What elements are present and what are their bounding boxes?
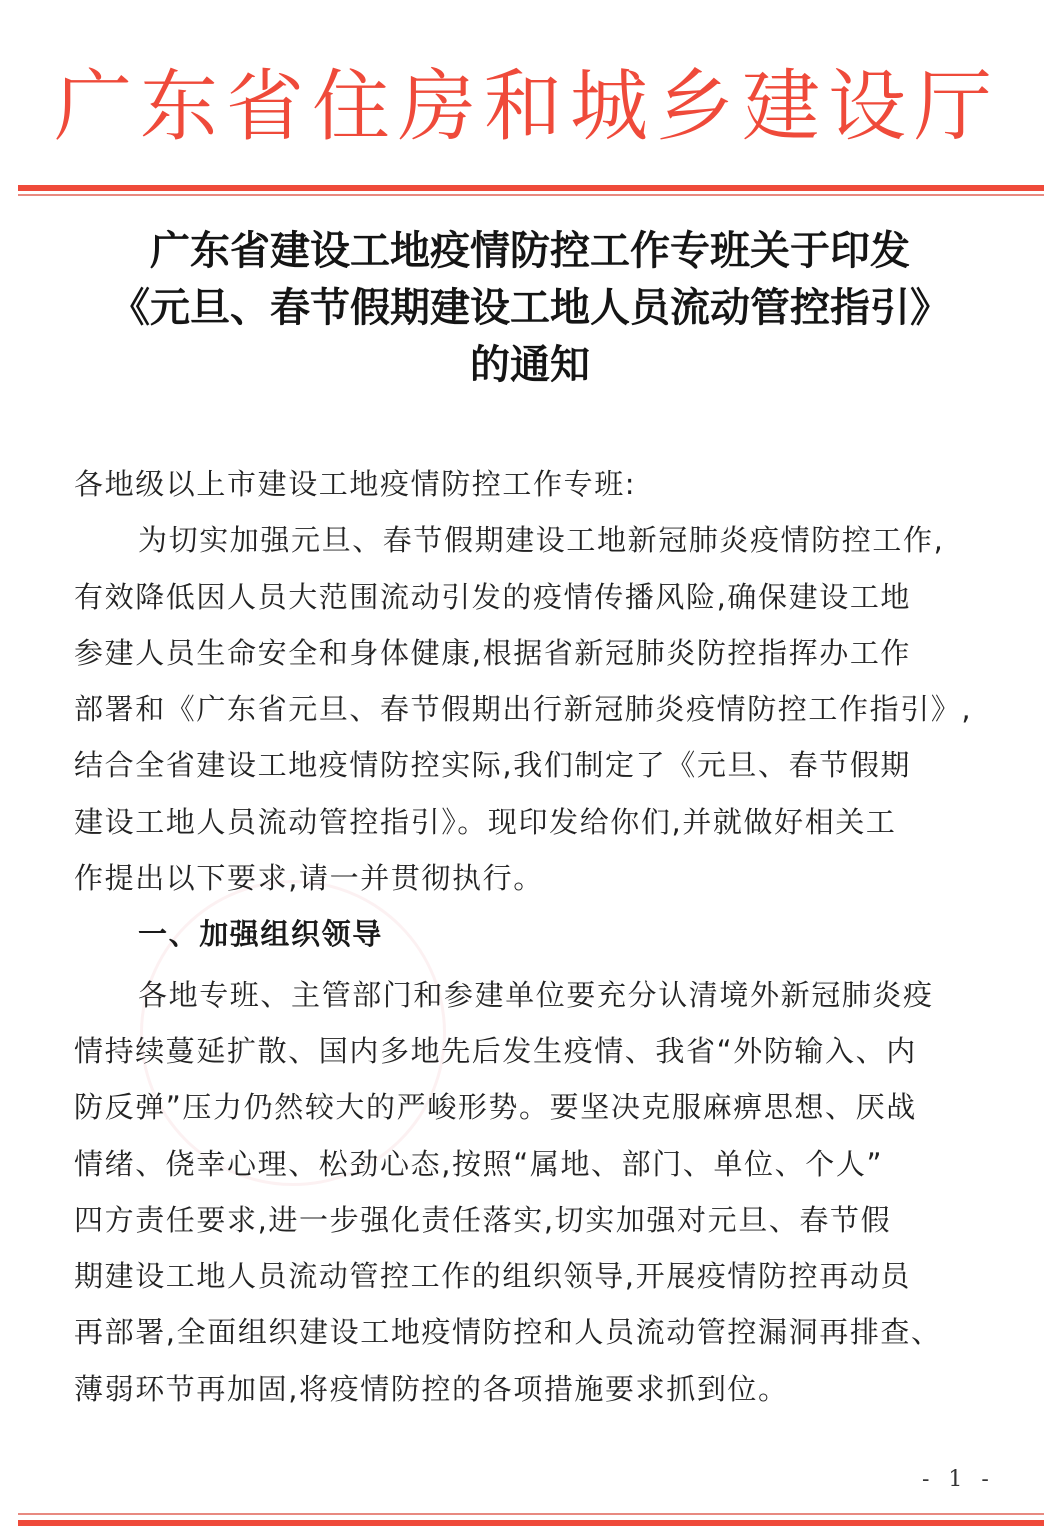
paragraph-1-line: 有效降低因人员大范围流动引发的疫情传播风险,确保建设工地 [74,579,912,614]
paragraph-1-line: 参建人员生命安全和身体健康,根据省新冠肺炎防控指挥办工作 [74,635,912,670]
paragraph-2-line: 薄弱环节再加固,将疫情防控的各项措施要求抓到位。 [74,1371,789,1406]
header-rule-thick [18,185,1044,191]
paragraph-1-line: 建设工地人员流动管控指引》。现印发给你们,并就做好相关工 [74,804,897,839]
paragraph-2-line: 情持续蔓延扩散、国内多地先后发生疫情、我省“外防输入、内 [74,1033,917,1068]
paragraph-2-line: 四方责任要求,进一步强化责任落实,切实加强对元旦、春节假 [74,1202,892,1237]
page-number: - 1 - [922,1467,995,1492]
title-line-1: 广东省建设工地疫情防控工作专班关于印发 [150,227,910,274]
paragraph-1-line: 部署和《广东省元旦、春节假期出行新冠肺炎疫情防控工作指引》, [74,692,973,727]
paragraph-1-line: 作提出以下要求,请一并贯彻执行。 [74,861,544,896]
paragraph-2-line: 期建设工地人员流动管控工作的组织领导,开展疫情防控再动员 [74,1259,912,1294]
paragraph-1-line: 结合全省建设工地疫情防控实际,我们制定了《元旦、春节假期 [74,748,912,783]
paragraph-2-line: 各地专班、主管部门和参建单位要充分认清境外新冠肺炎疫 [138,977,934,1012]
footer-rule-thick [18,1520,1044,1526]
paragraph-2-line: 再部署,全面组织建设工地疫情防控和人员流动管控漏洞再排查、 [74,1315,942,1350]
document-title [40,222,1020,393]
paragraph-1-line: 为切实加强元旦、春节假期建设工地新冠肺炎疫情防控工作, [138,523,945,558]
paragraph-2-line: 防反弹”压力仍然较大的严峻形势。要坚决克服麻痹思想、厌战 [74,1090,917,1125]
header-rule-thin [18,194,1044,196]
letterhead-org-name: 广东省住房和城乡建设厅 [53,62,1000,152]
paragraph-2-line: 情绪、侥幸心理、松劲心态,按照“属地、部门、单位、个人” [74,1146,884,1181]
footer-rule-thin [18,1513,1044,1515]
salutation: 各地级以上市建设工地疫情防控工作专班: [74,467,637,501]
title-line-2: 《元旦、春节假期建设工地人员流动管控指引》 [110,284,950,331]
section-heading-1: 一、加强组织领导 [138,917,383,952]
document-body [74,456,1004,1417]
title-line-3: 的通知 [470,341,590,388]
